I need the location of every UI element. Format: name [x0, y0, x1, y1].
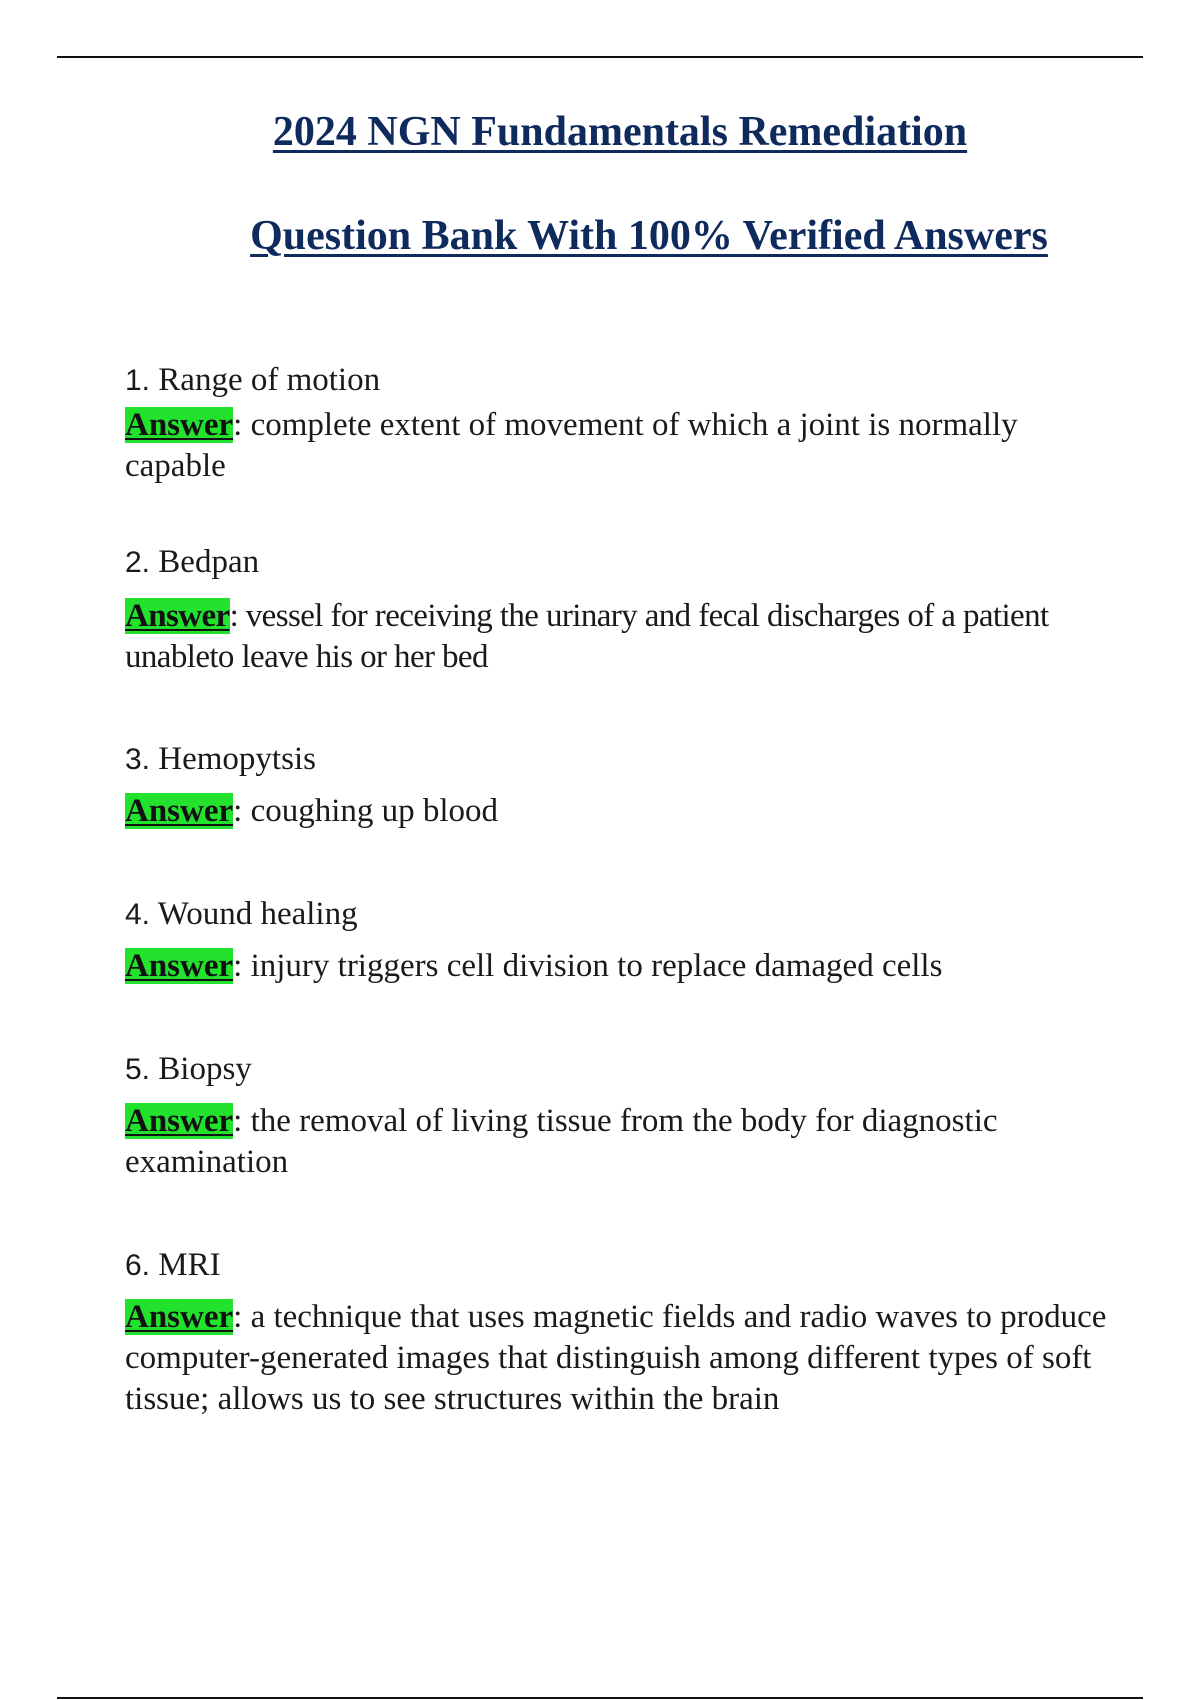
answer-body: : injury triggers cell division to replace damaged cells	[233, 948, 943, 984]
question-heading	[125, 360, 1115, 401]
question-heading	[125, 542, 1115, 583]
question-item-1	[125, 360, 1115, 487]
answer-body: : complete extent of movement of which a joint is normally capable	[125, 407, 1018, 484]
question-term: Range of motion	[158, 362, 381, 398]
question-item-4	[125, 894, 1115, 987]
question-term: Wound healing	[157, 896, 358, 932]
question-term: MRI	[158, 1247, 221, 1283]
answer-body: : vessel for receiving the urinary and fecal discharges of a patient unableto leave his or her bed	[125, 598, 1049, 675]
question-heading	[125, 1049, 1115, 1090]
question-number: 3.	[125, 743, 151, 776]
question-number: 5.	[125, 1053, 151, 1086]
answer-text	[125, 1297, 1115, 1420]
question-item-6	[125, 1245, 1115, 1420]
top-rule	[57, 56, 1143, 58]
question-item-2	[125, 542, 1115, 678]
question-number: 2.	[125, 546, 151, 579]
answer-text	[125, 946, 1115, 987]
answer-label: Answer	[125, 1103, 234, 1139]
answer-label: Answer	[125, 598, 230, 634]
answer-label: Answer	[125, 793, 234, 829]
answer-label: Answer	[125, 1299, 234, 1335]
question-term: Hemopytsis	[158, 741, 316, 777]
question-heading	[125, 739, 1115, 780]
question-number: 1.	[125, 364, 151, 397]
answer-text	[125, 1101, 1115, 1183]
document-title-line1: 2024 NGN Fundamentals Remediation	[272, 109, 968, 155]
answer-body: : a technique that uses magnetic fields and radio waves to produce computer-generated images that distinguish among different types of soft tissue; allows us to see structures within the brain	[125, 1299, 1107, 1417]
answer-text	[125, 596, 1115, 678]
answer-label: Answer	[125, 948, 234, 984]
answer-text	[125, 791, 1115, 832]
question-item-3	[125, 739, 1115, 832]
question-list	[125, 360, 1115, 1420]
question-number: 4.	[125, 898, 151, 931]
answer-body: : coughing up blood	[233, 793, 499, 829]
document-title-line2: Question Bank With 100% Verified Answers	[250, 213, 1048, 259]
question-term: Biopsy	[158, 1051, 252, 1087]
question-number: 6.	[125, 1249, 151, 1282]
question-item-5	[125, 1049, 1115, 1183]
answer-text	[125, 405, 1115, 487]
question-term: Bedpan	[158, 544, 260, 580]
question-heading	[125, 1245, 1115, 1286]
answer-body: : the removal of living tissue from the body for diagnostic examination	[125, 1103, 998, 1180]
answer-label: Answer	[125, 407, 234, 443]
bottom-rule	[57, 1697, 1143, 1699]
question-heading	[125, 894, 1115, 935]
